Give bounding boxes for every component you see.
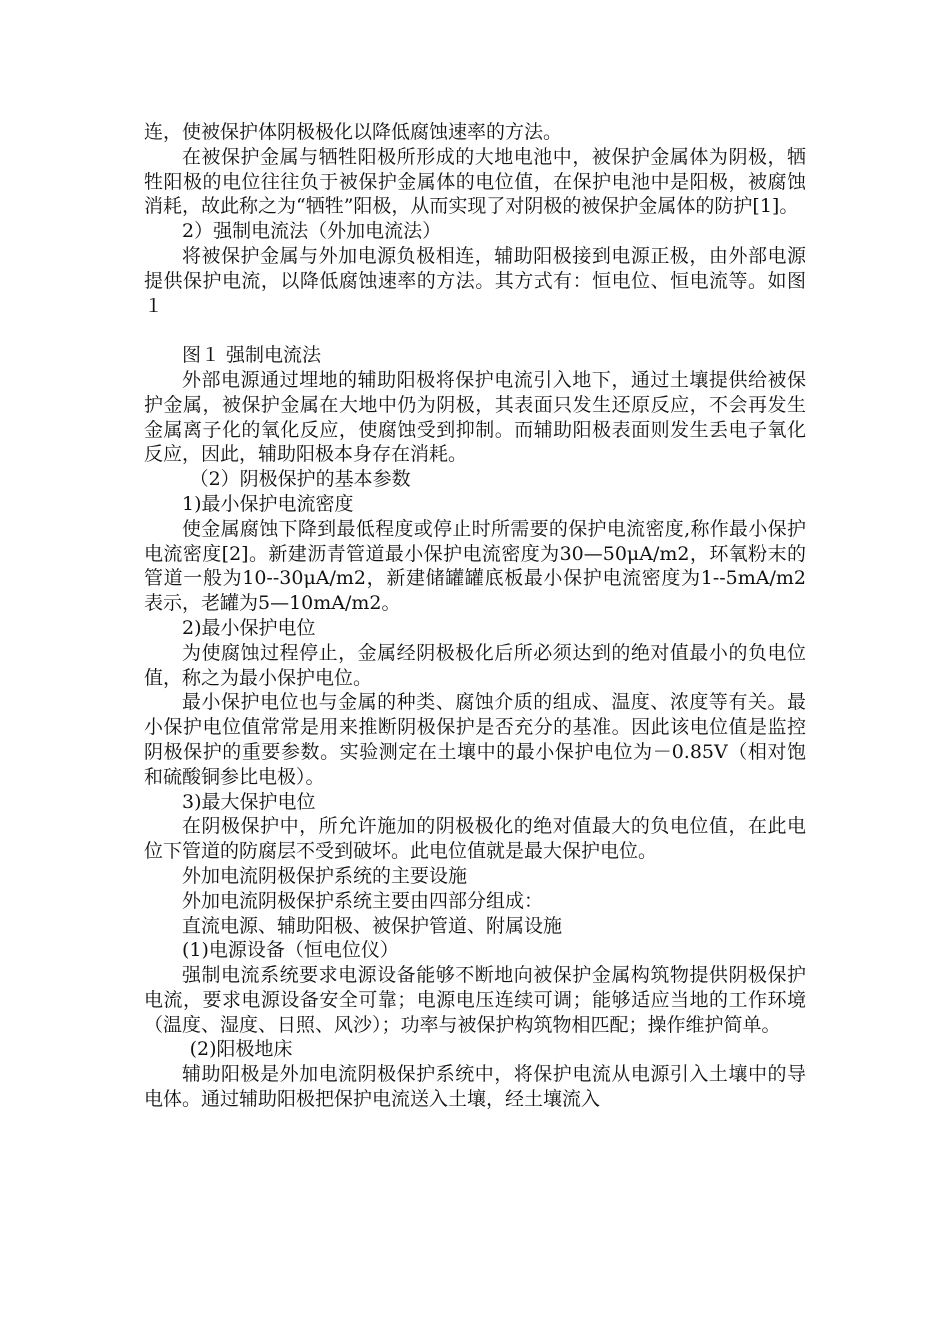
paragraph-external-power: 外部电源通过埋地的辅助阳极将保护电流引入地下，通过土壤提供给被保护金属，被保护金属在大地中仍为阴极，其表面只发生还原反应，不会再发生金属离子化的氧化反应，使腐蚀受到抑制。而辅助阳极表面则发生丢电子氧化反应，因此，辅助阳极本身存在消耗。 [144,368,806,466]
paragraph-min-potential-definition: 为使腐蚀过程停止，金属经阴极极化后所必须达到的绝对值最小的负电位值，称之为最小保护电位。 [144,641,806,689]
paragraph-min-potential-factors: 最小保护电位也与金属的种类、腐蚀介质的组成、温度、浓度等有关。最小保护电位值常常是用来推断阴极保护是否充分的基准。因此该电位值是监控阴极保护的重要参数。实验测定在土壤中的最小保护电位为－0.85V（相对饱和硫酸铜参比电极）。 [144,691,806,788]
paragraph-sacrificial-anode: 在被保护金属与牺牲阳极所形成的大地电池中，被保护金属体为阴极，牺牲阳极的电位往往负于被保护金属体的电位值，在保护电池中是阳极，被腐蚀消耗，故此称之为“牺牲”阳极，从而实现了对阴极的被保护金属体的防护[1]。 [144,145,806,218]
paragraph-impressed-current: 将被保护金属与外加电源负极相连，辅助阳极接到电源正极，由外部电源提供保护电流，以降低腐蚀速率的方法。其方式有：恒电位、恒电流等。如图１ [144,244,806,317]
paragraph-min-current-density: 使金属腐蚀下降到最低程度或停止时所需要的保护电流密度,称作最小保护电流密度[2]。新建沥青管道最小保护电流密度为30—50μA/m2，环氧粉末的管道一般为10--30μA/m2，新建储罐罐底板最小保护电流密度为1--5mA/m2表示，老罐为5—10mA/m2。 [144,517,806,615]
heading-power-equipment: (1)电源设备（恒电位仪） [182,939,399,962]
heading-max-potential: 3)最大保护电位 [182,790,316,813]
heading-impressed-current: 2）强制电流法（外加电流法） [182,220,442,243]
paragraph-four-parts: 外加电流阴极保护系统主要由四部分组成： [182,889,544,912]
heading-basic-parameters: （2）阴极保护的基本参数 [189,468,411,491]
heading-min-current-density: 1)最小保护电流密度 [182,492,354,515]
heading-min-potential: 2)最小保护电位 [182,616,316,639]
paragraph-anode-bed: 辅助阳极是外加电流阴极保护系统中，将保护电流从电源引入土壤中的导电体。通过辅助阳极把保护电流送入土壤，经土壤流入 [144,1063,806,1111]
paragraph-power-equipment: 强制电流系统要求电源设备能够不断地向被保护金属构筑物提供阴极保护电流，要求电源设备安全可靠；电源电压连续可调；能够适应当地的工作环境（温度、湿度、日照、风沙）；功率与被保护构筑物相匹配；操作维护简单。 [144,964,806,1036]
figure-caption: 图１ 强制电流法 [182,344,322,367]
document-body [144,120,806,1112]
paragraph-parts-list: 直流电源、辅助阳极、被保护管道、附属设施 [182,914,563,937]
figure-placeholder-gap [144,318,806,343]
heading-main-facilities: 外加电流阴极保护系统的主要设施 [182,864,468,887]
paragraph-continuation: 连，使被保护体阴极极化以降低腐蚀速率的方法。 [144,121,563,143]
paragraph-max-potential: 在阴极保护中，所允许施加的阴极极化的绝对值最大的负电位值，在此电位下管道的防腐层不受到破坏。此电位值就是最大保护电位。 [144,815,806,863]
heading-anode-bed: (2)阳极地床 [189,1038,293,1061]
